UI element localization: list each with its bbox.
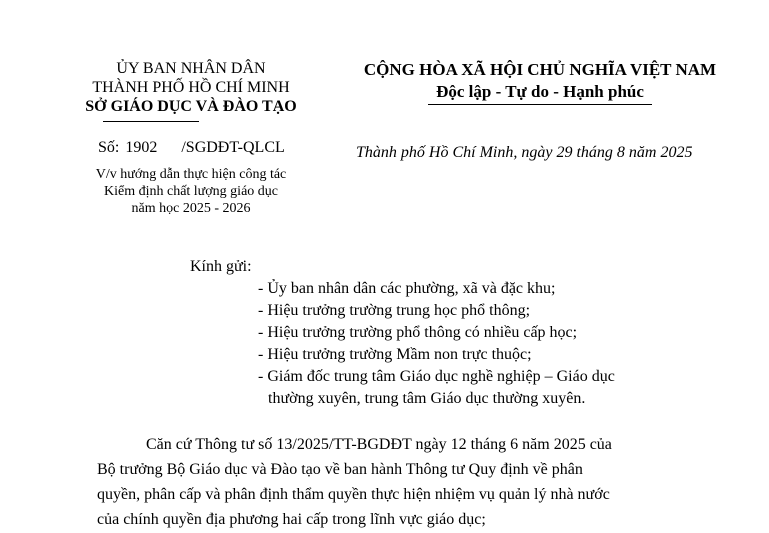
number-value: 1902	[125, 139, 158, 156]
issuing-authority	[60, 59, 322, 116]
body-line-3: quyền, phân cấp và phân định thẩm quyền thực hiện nhiệm vụ quản lý nhà nước	[97, 486, 610, 503]
national-motto: Độc lập - Tự do - Hạnh phúc	[436, 82, 644, 101]
subject-line-3: năm học 2025 - 2026	[131, 201, 251, 216]
recipient-item: - Hiệu trưởng trường phổ thông có nhiều cấp học;	[258, 324, 578, 341]
subject-summary	[60, 166, 322, 217]
national-title	[350, 59, 730, 103]
body-line-2: Bộ trưởng Bộ Giáo dục và Đào tạo về ban hành Thông tư Quy định về phân	[97, 461, 583, 478]
body-line-1: Căn cứ Thông tư số 13/2025/TT-BGDĐT ngày 12 tháng 6 năm 2025 của	[146, 436, 612, 453]
recipient-item: - Ủy ban nhân dân các phường, xã và đặc khu;	[258, 280, 556, 297]
recipient-item: - Hiệu trưởng trường trung học phổ thông;	[258, 302, 531, 319]
authority-underline	[103, 121, 199, 122]
salutation: Kính gửi:	[190, 258, 252, 275]
body-line-4: của chính quyền địa phương hai cấp trong lĩnh vực giáo dục;	[97, 511, 486, 528]
authority-line-1: ỦY BAN NHÂN DÂN	[116, 60, 266, 77]
recipient-item: - Giám đốc trung tâm Giáo dục nghề nghiệp – Giáo dục	[258, 368, 615, 385]
subject-line-1: V/v hướng dẫn thực hiện công tác	[95, 167, 287, 182]
number-prefix: Số:	[98, 139, 120, 156]
national-title-line-1: CỘNG HÒA XÃ HỘI CHỦ NGHĨA VIỆT NAM	[363, 60, 717, 79]
recipient-item-continuation: thường xuyên, trung tâm Giáo dục thường xuyên.	[268, 390, 586, 407]
authority-line-2: THÀNH PHỐ HỒ CHÍ MINH	[92, 79, 290, 96]
authority-line-3: SỞ GIÁO DỤC VÀ ĐÀO TẠO	[85, 98, 297, 115]
recipient-item: - Hiệu trưởng trường Mầm non trực thuộc;	[258, 346, 532, 363]
motto-underline	[428, 104, 652, 105]
date-location: Thành phố Hồ Chí Minh, ngày 29 tháng 8 năm 2025	[356, 144, 693, 161]
subject-line-2: Kiểm định chất lượng giáo dục	[103, 184, 278, 199]
document-number	[98, 139, 285, 157]
number-code: /SGDĐT-QLCL	[181, 139, 285, 156]
